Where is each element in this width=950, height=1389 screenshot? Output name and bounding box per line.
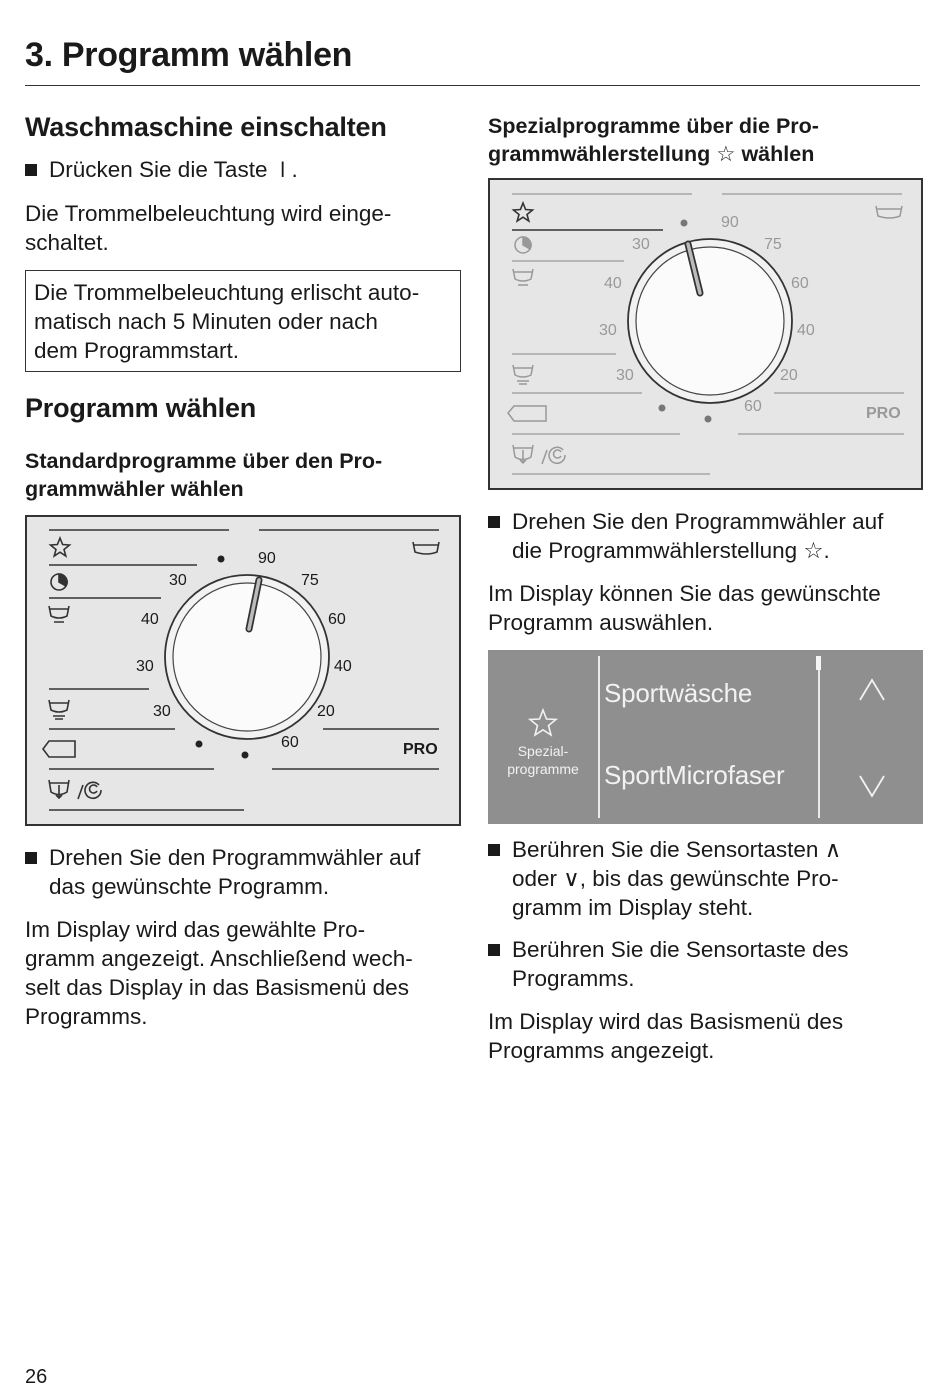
text-line: Im Display wird das gewählte Pro- [25,917,366,942]
temp-label: 40 [334,658,352,675]
text-line: dem Programmstart. [34,338,240,363]
dial-dot [681,220,688,227]
star-icon [528,708,558,738]
text-line: matisch nach 5 Minuten oder nach [34,309,378,334]
text-line: das gewünschte Programm. [49,874,330,899]
program-item-sportwaesche[interactable]: Sportwäsche [604,678,753,708]
text-line: Berühren Sie die Sensortaste des [512,937,849,962]
bullet-square [25,164,37,176]
heading-waschmaschine-einschalten: Waschmaschine einschalten [25,112,387,142]
dial-illustration [490,180,921,488]
temp-label: 30 [632,236,650,253]
program-dial-panel-standard [25,515,461,826]
pro-label: PRO [403,741,438,758]
scroll-down-button[interactable] [854,772,890,802]
text-line: grammwählerstellung ☆ wählen [488,142,815,166]
paragraph-trommelbeleuchtung [25,199,391,257]
pro-label: PRO [866,405,901,422]
tub-icon-right [876,206,902,218]
temp-label: 75 [764,236,782,253]
text-line: Berühren Sie die Sensortasten ∧ [512,837,842,862]
text-line: grammwähler wählen [25,477,244,501]
display-divider [598,656,600,818]
wool-icon [549,447,565,463]
text-line: gramm angezeigt. Anschließend wech- [25,946,413,971]
title-divider [25,85,920,86]
drain-icon [513,445,533,463]
bullet-square [25,852,37,864]
bullet-sensortaste-programm [488,935,848,993]
temp-label: 90 [721,214,739,231]
paragraph-display-angezeigt [25,915,413,1031]
display-screen [488,650,923,824]
dial-dot [196,741,203,748]
tag-icon [43,741,75,757]
subheading-spezialprogramme [488,112,819,168]
text-line: schaltet. [25,230,109,255]
text-line: oder ∨, bis das gewünschte Pro- [512,866,839,891]
temp-label: 20 [780,367,798,384]
program-item-sportmicrofaser[interactable]: SportMicrofaser [604,760,785,790]
bullet-sensortasten [488,835,841,922]
subheading-standardprogramme [25,447,382,503]
page-title: 3. Programm wählen [25,36,353,74]
temp-label: 30 [169,572,187,589]
temp-label: 60 [281,734,299,751]
scroll-up-button[interactable] [854,676,890,706]
page-number: 26 [25,1366,48,1388]
temp-label: 30 [136,658,154,675]
heading-programm-waehlen: Programm wählen [25,393,257,423]
bullet-square [488,944,500,956]
note-box [25,270,461,372]
bullet-square [488,516,500,528]
timer-icon [51,574,67,590]
text-line: selt das Display in das Basismenü des [25,975,409,1000]
temp-label: 60 [744,398,762,415]
tub-icon-1 [513,269,533,285]
dial-illustration [27,517,459,824]
text-line: Die Trommelbeleuchtung erlischt auto- [34,280,420,305]
bullet-taste-druecken [25,155,298,184]
temp-label: 75 [301,572,319,589]
tub-icon-2 [513,365,533,384]
tub-icon-1 [49,606,69,622]
dial-dot [659,405,666,412]
text-line: die Programmwählerstellung ☆. [512,538,830,563]
temp-label: 40 [604,275,622,292]
temp-label: 30 [599,322,617,339]
text-line: Programms. [25,1004,148,1029]
drain-icon [49,780,69,798]
text-line: Programm auswählen. [488,610,714,635]
text-line: Im Display können Sie das gewünschte [488,581,881,606]
text-line: Im Display wird das Basismenü des [488,1009,844,1034]
temp-label: 20 [317,703,335,720]
bullet-square [488,844,500,856]
dial-dot [218,556,225,563]
text-line: Programms. [512,966,635,991]
paragraph-basismenue [488,1007,843,1065]
bullet-drehen-programm [25,843,420,901]
tub-icon-2 [49,700,69,719]
display-label-line: programme [507,761,579,777]
bullet-drehen-spezial [488,507,883,565]
star-icon [514,203,533,221]
temp-label: 60 [328,611,346,628]
text-line: Drehen Sie den Programmwähler auf [49,845,421,870]
tub-icon-right [413,542,439,554]
timer-icon [515,237,531,253]
temp-label: 30 [153,703,171,720]
temp-label: 30 [616,367,634,384]
dial-dot [242,752,249,759]
wool-icon [85,782,101,798]
chevron-down-icon [854,772,890,802]
tag-icon [508,406,546,421]
chevron-up-icon [854,676,890,706]
temp-label: 90 [258,550,276,567]
text-line: Drehen Sie den Programmwähler auf [512,509,884,534]
text-line: gramm im Display steht. [512,895,754,920]
star-icon [51,538,70,556]
temp-label: 40 [141,611,159,628]
display-divider [818,656,820,818]
text-line: Die Trommelbeleuchtung wird einge- [25,201,392,226]
bullet-text: Drücken Sie die Taste ⏽. [49,157,298,182]
paragraph-display-auswaehlen [488,579,881,637]
temp-label: 60 [791,275,809,292]
program-dial-knob[interactable] [628,239,792,403]
scroll-indicator [816,656,821,670]
text-line: Standardprogramme über den Pro- [25,449,383,473]
temp-label: 40 [797,322,815,339]
dial-dot [705,416,712,423]
text-line: Spezialprogramme über die Pro- [488,114,819,138]
text-line: Programms angezeigt. [488,1038,715,1063]
program-dial-knob[interactable] [165,575,329,739]
spezialprogramme-button[interactable] [488,708,598,788]
display-label-line: Spezial- [517,743,569,759]
program-dial-panel-special [488,178,923,490]
